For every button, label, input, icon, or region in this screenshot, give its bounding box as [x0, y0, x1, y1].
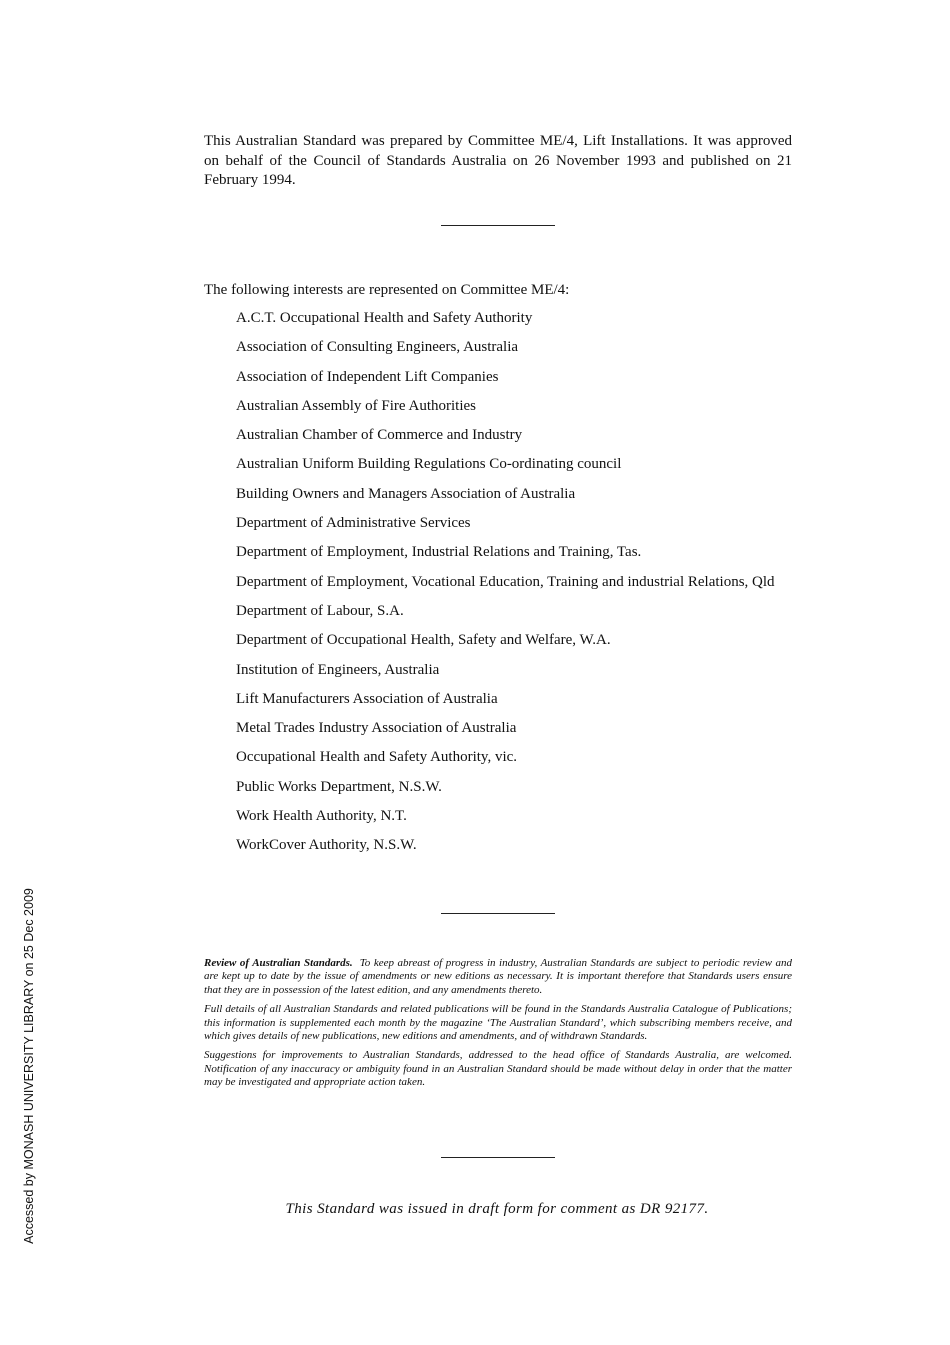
- list-item: WorkCover Authority, N.S.W.: [236, 837, 417, 854]
- list-item: Association of Consulting Engineers, Australia: [236, 339, 519, 356]
- list-item: Occupational Health and Safety Authority, vic.: [236, 749, 518, 766]
- section-divider: [441, 913, 555, 914]
- list-item: Metal Trades Industry Association of Australia: [236, 720, 517, 737]
- list-item: Australian Assembly of Fire Authorities: [236, 397, 476, 414]
- list-item: Australian Chamber of Commerce and Industry: [236, 427, 523, 444]
- review-paragraph: [204, 957, 792, 997]
- list-item: Department of Occupational Health, Safety and Welfare, W.A.: [236, 632, 611, 649]
- list-item: Australian Uniform Building Regulations Co-ordinating council: [236, 456, 622, 473]
- section-divider: [441, 225, 555, 226]
- access-stamp: Accessed by MONASH UNIVERSITY LIBRARY on 25 Dec 2009: [22, 888, 36, 1244]
- list-item: Institution of Engineers, Australia: [236, 661, 440, 678]
- draft-note: This Standard was issued in draft form for comment as DR 92177.: [285, 1201, 709, 1217]
- review-title: Review of Australian Standards.: [204, 957, 353, 969]
- committee-interests-heading: The following interests are represented on Committee ME/4:: [204, 282, 570, 298]
- list-item: Department of Labour, S.A.: [236, 602, 404, 619]
- list-item: Association of Independent Lift Companies: [236, 368, 499, 385]
- list-item: Work Health Authority, N.T.: [236, 808, 407, 825]
- suggestions-paragraph: Suggestions for improvements to Australian Standards, addressed to the head office of Standards Australia, are welcomed. Notification of any inaccuracy or ambiguity found in an Australian Standard should be made without delay in order that the matter may be investigated and appropriate action taken.: [204, 1049, 792, 1089]
- list-item: Lift Manufacturers Association of Australia: [236, 690, 498, 707]
- committee-interests-list: [236, 310, 776, 867]
- details-paragraph: Full details of all Australian Standards and related publications will be found in the Standards Australia Catalogue of Publications; this information is supplemented each month by the magazine ‘The Australian Standard’, which subscribing members receive, and which gives details of new publications, new editions and amendments, and of withdrawn Standards.: [204, 1003, 792, 1043]
- list-item: A.C.T. Occupational Health and Safety Authority: [236, 310, 533, 326]
- standards-notes: [204, 957, 792, 1096]
- list-item: Department of Employment, Vocational Education, Training and industrial Relations, Qld: [236, 573, 775, 590]
- list-item: Public Works Department, N.S.W.: [236, 778, 442, 795]
- list-item: Building Owners and Managers Association of Australia: [236, 485, 576, 502]
- list-item: Department of Administrative Services: [236, 515, 471, 532]
- section-divider: [441, 1157, 555, 1158]
- list-item: Department of Employment, Industrial Relations and Training, Tas.: [236, 544, 642, 561]
- review-text: To keep abreast of progress in industry, Australian Standards are subject to periodic review and are kept up to date by the issue of amendments or new editions as necessary. It is important therefore that Standards users ensure that they are in possession of the latest edition, and any amendments thereto.: [204, 957, 792, 996]
- preparation-statement: This Australian Standard was prepared by Committee ME/4, Lift Installations. It was approved on behalf of the Council of Standards Australia on 26 November 1993 and published on 21 February 1994.: [204, 133, 792, 188]
